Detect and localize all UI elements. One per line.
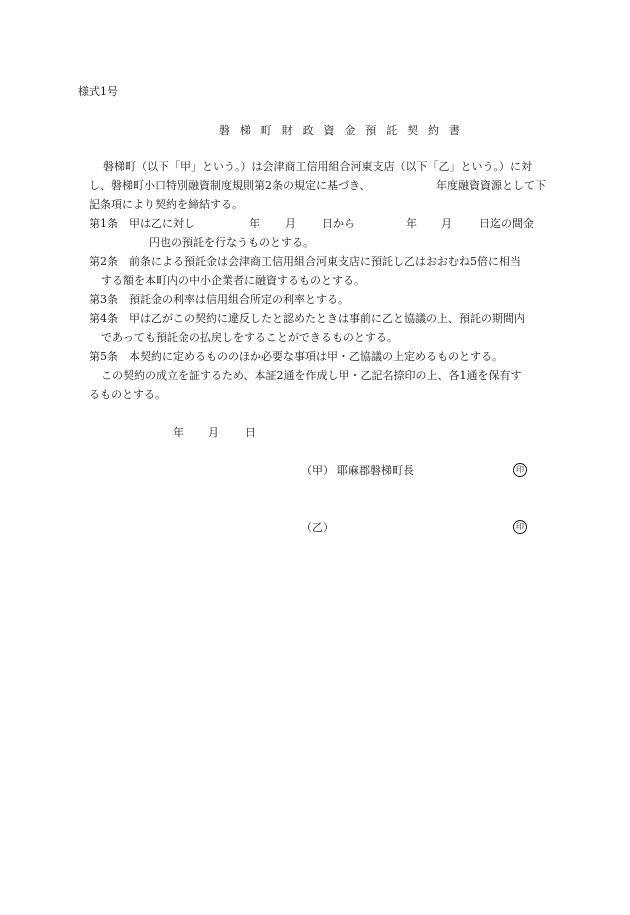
article-1-day-1: 日から (322, 217, 355, 230)
article-1-head: 第1条 甲は乙に対し (89, 217, 195, 230)
preamble-line-2: し、磐梯町小口特別融資制度規則第2条の規定に基づき、 (89, 179, 371, 192)
preamble-line-2-end: 年度融資資源として下 (436, 179, 546, 192)
article-4-line-1: 第4条 甲は乙がこの契約に違反したと認めたときは事前に乙と協議の上、預託の期間内 (89, 312, 525, 325)
date-year: 年 (173, 426, 184, 439)
closing-line-1: この契約の成立を証するため、本証2通を作成し甲・乙記名捺印の上、各1通を保有す (101, 369, 522, 382)
party-a-label: （甲） (301, 464, 334, 477)
article-1-month-1: 月 (285, 217, 296, 230)
form-number: 様式1号 (78, 85, 118, 98)
article-3: 第3条 預託金の利率は信用組合所定の利率とする。 (89, 293, 349, 306)
article-2-line-1: 第2条 前条による預託金は会津商工信用組合河東支店に預託し乙はおおむね5倍に相当 (89, 255, 521, 268)
article-4-line-2: であっても預託金の払戻しをすることができるものとする。 (101, 331, 398, 344)
document-title: 磐 梯 町 財 政 資 金 預 託 契 約 書 (219, 124, 464, 137)
party-b-seal-mark: 印 (513, 520, 527, 534)
preamble-line-1: 磐梯町（以下「甲」という。）は会津商工信用組合河東支店（以下「乙」という。）に対 (103, 160, 532, 173)
article-5: 第5条 本契約に定めるもののほか必要な事項は甲・乙協議の上定めるものとする。 (89, 350, 503, 363)
closing-line-2: るものとする。 (89, 388, 166, 401)
date-day: 日 (245, 426, 256, 439)
article-1-continuation: 円也の預託を行なうものとする。 (149, 236, 314, 249)
article-1-year-2: 年 (406, 217, 417, 230)
article-1-day-2: 日迄の間金 (479, 217, 534, 230)
party-a-name: 耶麻郡磐梯町長 (337, 464, 414, 477)
date-month: 月 (208, 426, 219, 439)
article-1-month-2: 月 (441, 217, 452, 230)
party-b-label: （乙） (301, 521, 334, 534)
party-a-seal-mark: 印 (513, 463, 527, 477)
article-1-year-1: 年 (249, 217, 260, 230)
article-2-line-2: する額を本町内の中小企業者に融資するものとする。 (101, 274, 365, 287)
preamble-line-3: 記条項により契約を締結する。 (89, 198, 243, 211)
